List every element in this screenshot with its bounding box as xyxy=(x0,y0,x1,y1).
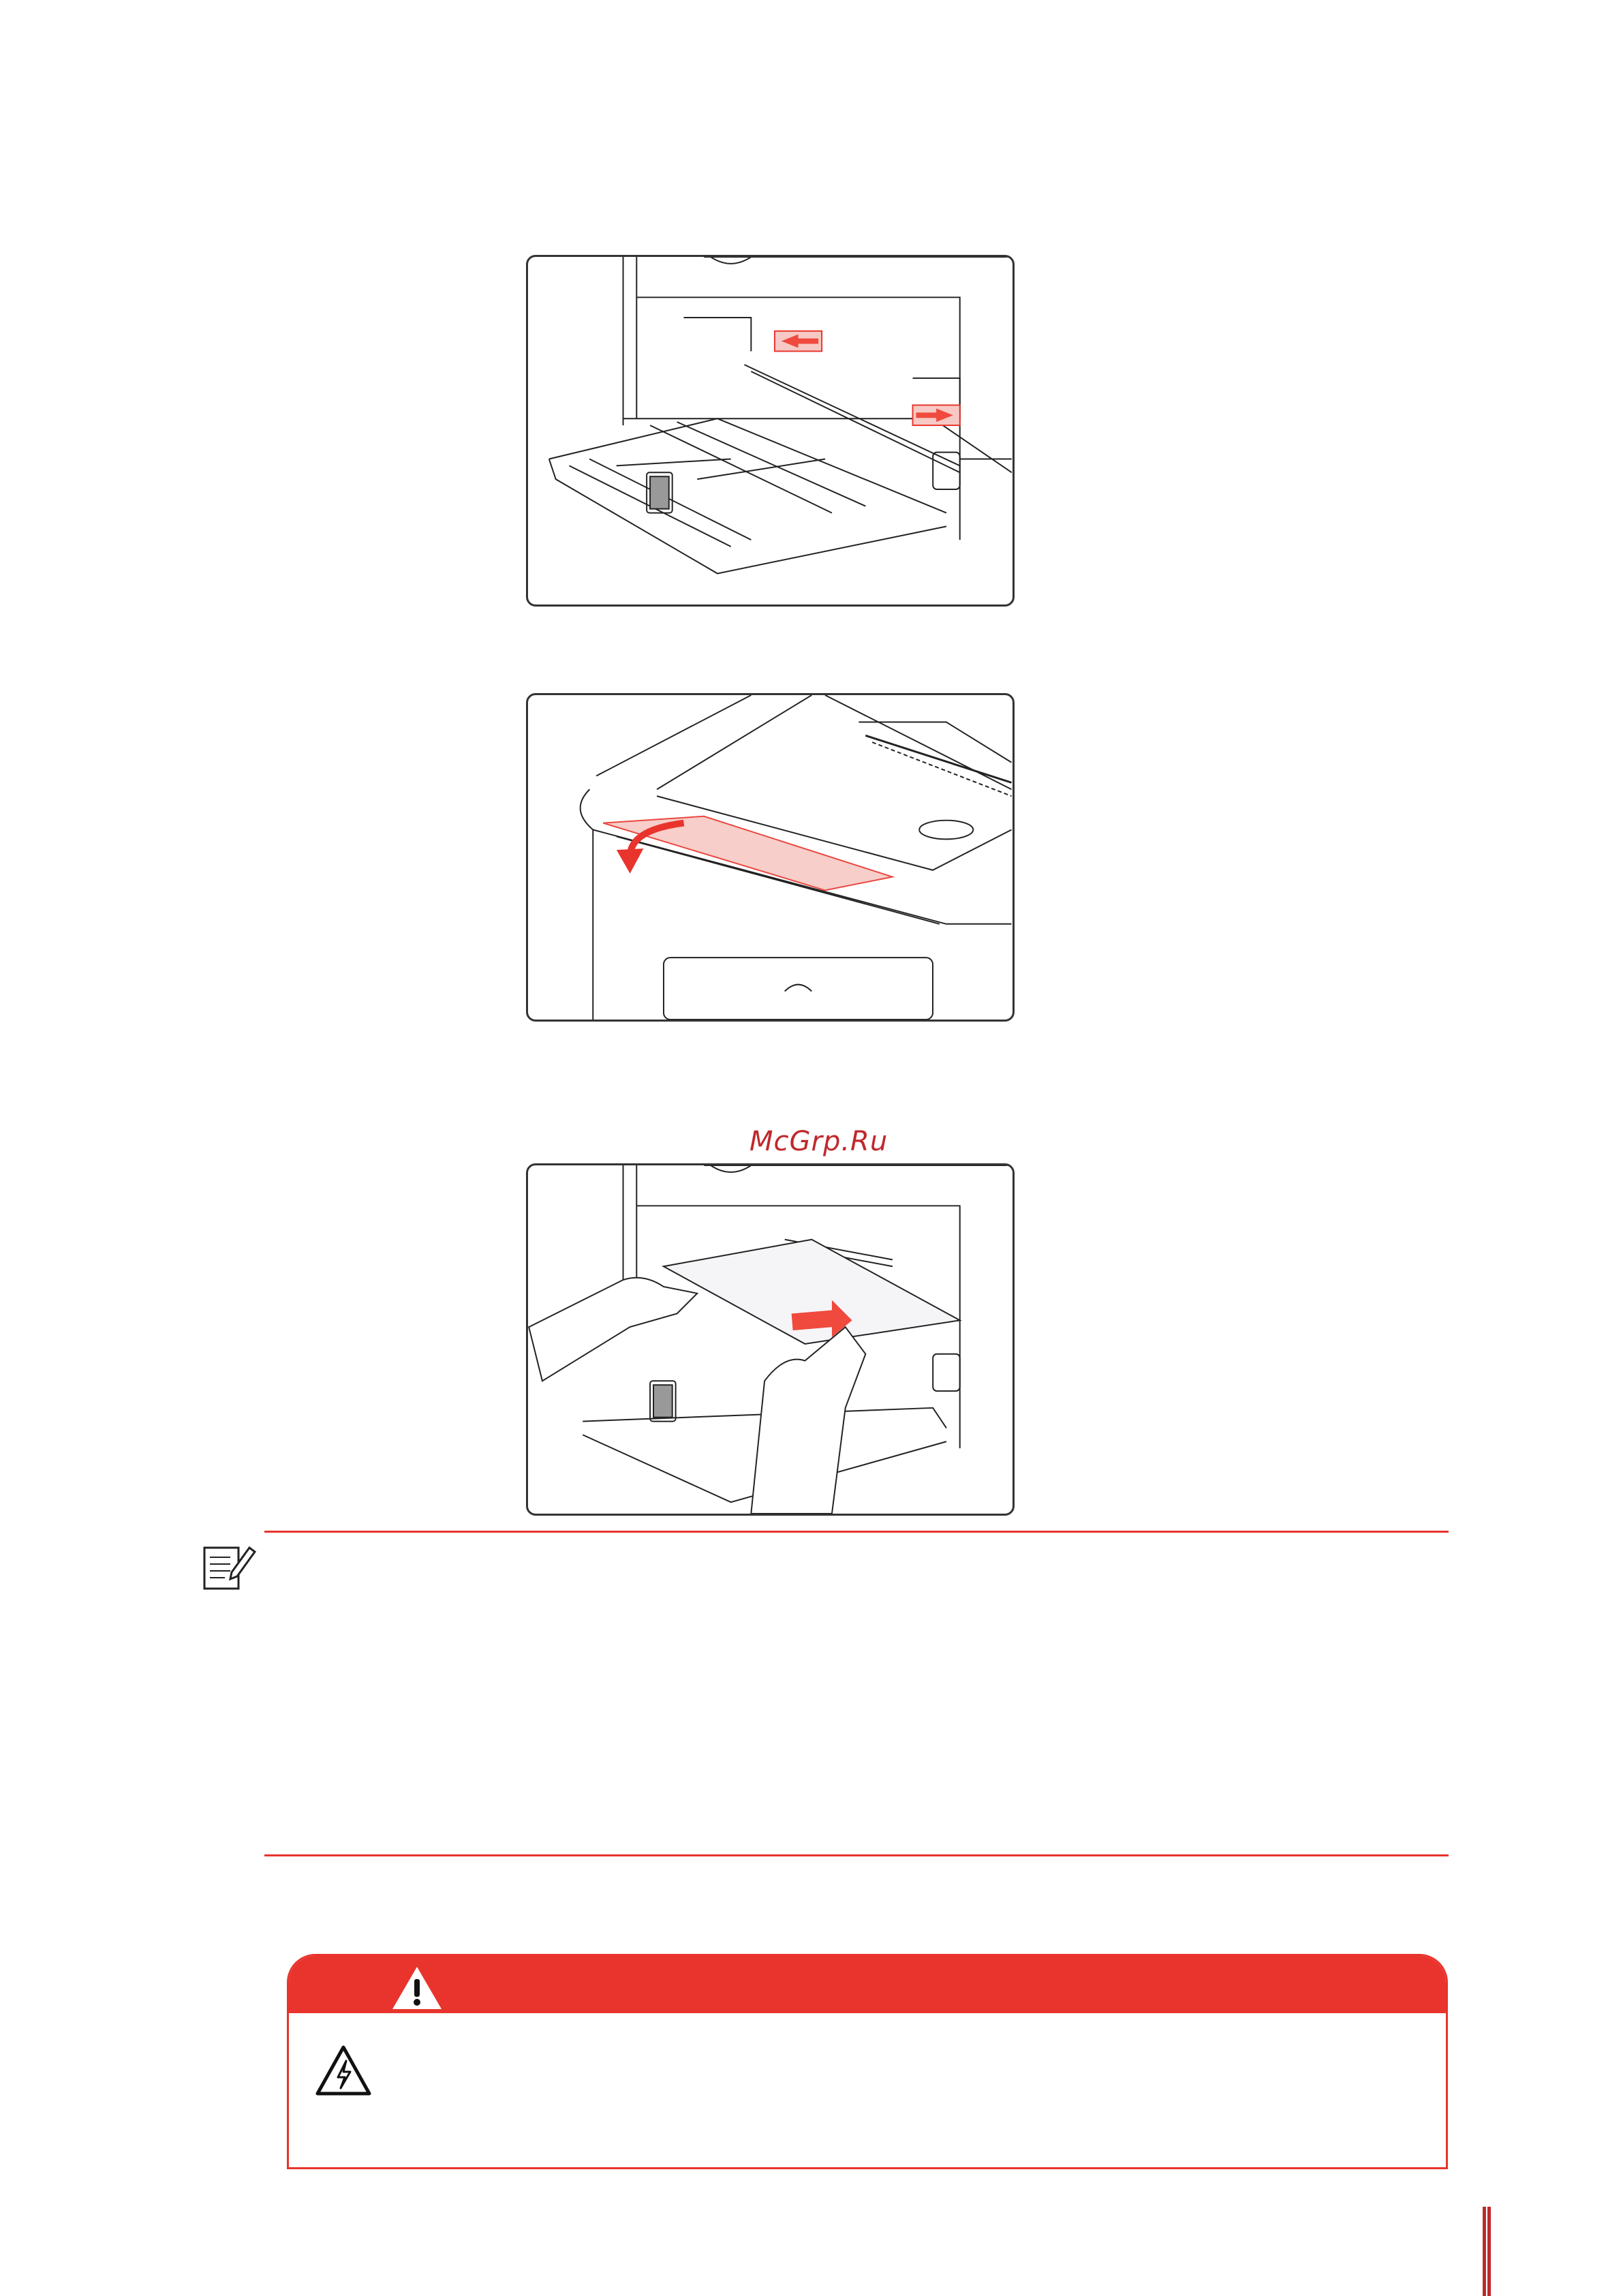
warning-header xyxy=(289,1956,1446,2013)
printer-output-tray-illustration xyxy=(526,693,1015,1022)
tray-guides-drawing xyxy=(528,257,1013,604)
warning-triangle-icon xyxy=(390,1964,444,2012)
watermark: McGrp.Ru xyxy=(749,1126,888,1157)
note-icon xyxy=(202,1542,256,1591)
note-bottom-divider xyxy=(264,1854,1449,1856)
note-top-divider xyxy=(264,1531,1449,1533)
page-edge-marker xyxy=(1483,2207,1491,2296)
output-tray-drawing xyxy=(528,695,1013,1020)
paper-loading-drawing xyxy=(528,1165,1013,1514)
electric-shock-icon xyxy=(315,2045,372,2096)
warning-box xyxy=(287,1954,1448,2169)
printer-tray-guides-illustration xyxy=(526,255,1015,607)
paper-exit-slot xyxy=(865,735,1011,796)
fold-arrow-overlay xyxy=(603,816,893,891)
printer-paper-loading-illustration xyxy=(526,1163,1015,1516)
